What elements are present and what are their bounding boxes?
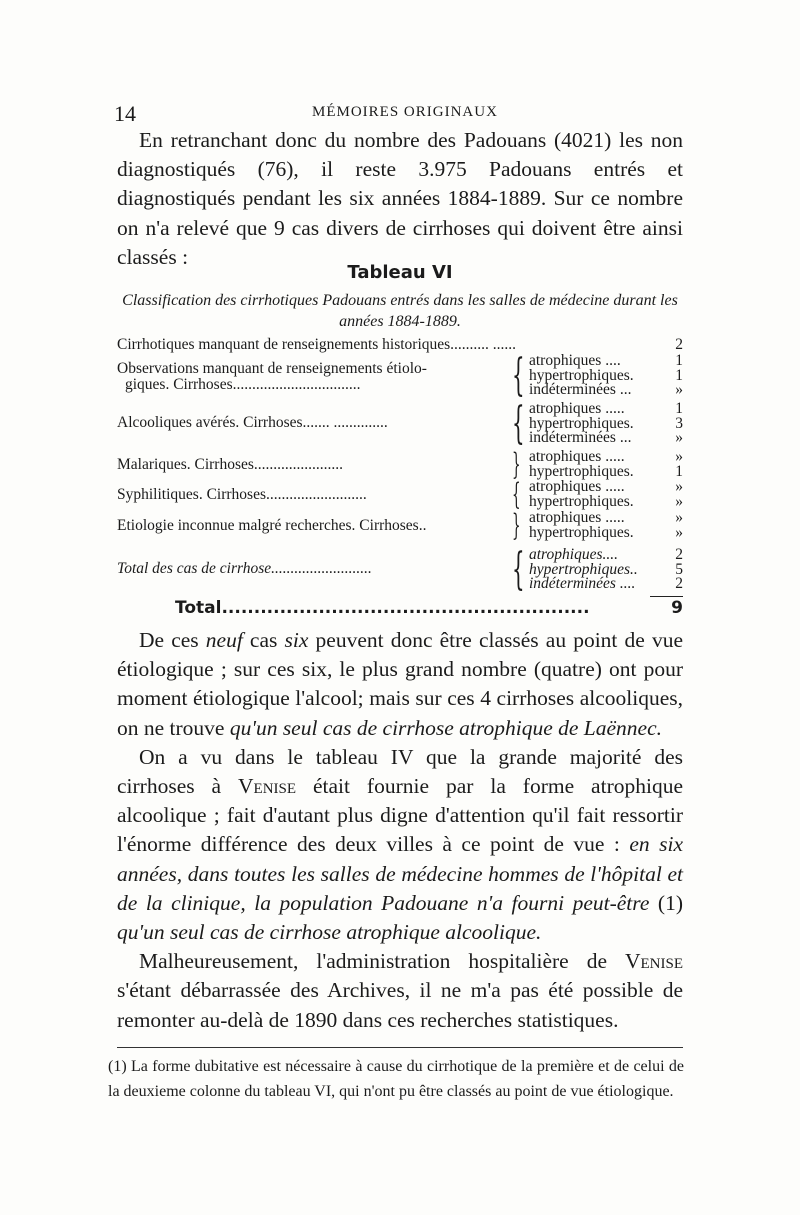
- sub-label: hypertrophiques.: [529, 492, 634, 510]
- text-run-italic: neuf: [205, 628, 243, 652]
- row-label: Syphilitiques. Cirrhoses..........................: [117, 486, 367, 503]
- classification-table: [117, 336, 683, 596]
- paragraph-text: En retranchant donc du nombre des Padouans (4021) les non diagnostiqués (76), il reste 3.975 Padouans entrés et diagnostiqués pendant les six années 1884-1889. Sur ce nombre on n'a relevé que 9 cas divers de cirrhoses qui doivent être ainsi classés :: [117, 128, 683, 269]
- row-label: Cirrhotiques manquant de renseignements historiques.......... ......: [117, 336, 517, 353]
- sub-label: hypertrophiques.: [529, 462, 634, 480]
- brace: {: [512, 398, 525, 449]
- brace: }: [512, 447, 521, 482]
- sub-value: 1: [675, 400, 683, 417]
- total-label: Total.........................................................: [175, 598, 590, 618]
- total-row: [175, 598, 683, 618]
- text-run-italic: six: [284, 628, 309, 652]
- body-text: [117, 626, 683, 1035]
- sub-value: 5: [675, 560, 683, 578]
- sub-value: »: [675, 429, 683, 446]
- sub-value: »: [675, 509, 683, 526]
- table-caption: Classification des cirrhotiques Padouans entrés dans les salles de médecine durant les années 1884-1889.: [122, 292, 678, 330]
- row-label: Etiologie inconnue malgré recherches. Cirrhoses..: [117, 517, 427, 534]
- sub-label: atrophiques .....: [529, 509, 625, 526]
- text-run: s'étant débarrassée des Archives, il ne m'a pas été possible de remonter au-delà de 1890 dans ces recherches statistiques.: [117, 978, 683, 1032]
- text-run: Malheureusement, l'administration hospitalière de: [139, 949, 625, 974]
- sub-label: atrophiques ....: [529, 352, 621, 369]
- sub-value: 1: [675, 352, 683, 369]
- sub-label: hypertrophiques.: [529, 414, 634, 432]
- brace: {: [512, 477, 521, 512]
- text-run: était fournie par la forme atrophique alcoolique ; fait d'autant plus digne d'attention qu'il fait ressortir l'énorme différence des deux villes à ce point de vue :: [117, 774, 684, 857]
- brace: {: [512, 544, 525, 595]
- paragraph-archives: [117, 947, 683, 1035]
- sub-label: atrophiques .....: [529, 400, 625, 417]
- running-head: MÉMOIRES ORIGINAUX: [312, 104, 498, 120]
- paragraph-venise: [117, 743, 683, 947]
- total-value: 9: [671, 598, 683, 618]
- total-rule: [650, 596, 683, 597]
- row-value: 2: [675, 336, 683, 353]
- text-run: peuvent donc être classés au point de vue étiologique ; sur ces six, le plus grand nombre (quatre) ont pour moment étiologique l'alcool; mais sur ces 4 cirrhoses alcooliques, on ne trouve: [117, 628, 683, 740]
- sub-label: atrophiques....: [529, 546, 618, 563]
- sub-value: »: [675, 478, 683, 495]
- text-run: De ces: [139, 628, 206, 652]
- paragraph-intro: [117, 126, 683, 272]
- row-label-continued: giques. Cirrhoses.................................: [125, 376, 361, 393]
- sub-label: atrophiques .....: [529, 478, 625, 495]
- sub-value: »: [675, 523, 683, 541]
- footnote-ref: (1): [649, 890, 683, 915]
- text-run-smallcaps: Venise: [624, 949, 683, 974]
- text-run-italic: en six années, dans toutes les salles de médecine hommes de l'hôpital et de la clinique, la population Padouane n'a fourni peut-être: [117, 832, 684, 915]
- sub-value: 2: [675, 546, 683, 563]
- footnote: (1) La forme dubitative est nécessaire à cause du cirrhotique de la première et de celui de la deuxieme colonne du tableau VI, qui n'ont pu être classés au point de vue étiologique.: [108, 1058, 684, 1100]
- sub-label: indéterminées ...: [529, 429, 632, 446]
- text-run: On a vu dans le tableau IV que la grande majorité des cirrhoses à: [117, 744, 683, 799]
- sub-value: 2: [675, 575, 683, 592]
- sub-value: »: [675, 492, 683, 510]
- sub-label: hypertrophiques..: [529, 560, 638, 578]
- row-label: Malariques. Cirrhoses.......................: [117, 456, 344, 473]
- row-label: Observations manquant de renseignements étiolo-: [117, 360, 427, 377]
- text-run-italic: qu'un seul cas de cirrhose atrophique alcoolique.: [117, 920, 542, 945]
- row-label: Alcooliques avérés. Cirrhoses....... ..............: [117, 414, 388, 431]
- row-label: Total des cas de cirrhose..........................: [117, 560, 372, 577]
- sub-value: 3: [675, 414, 683, 432]
- sub-label: atrophiques .....: [529, 448, 625, 465]
- text-run-italic: qu'un seul cas de cirrhose atrophique de Laënnec.: [229, 715, 662, 740]
- sub-label: hypertrophiques.: [529, 366, 634, 384]
- sub-label: indéterminées ...: [529, 381, 632, 398]
- page-number: 14: [114, 101, 136, 126]
- sub-value: 1: [675, 366, 683, 384]
- sub-label: hypertrophiques.: [529, 523, 634, 541]
- sub-value: »: [675, 381, 683, 398]
- text-run-smallcaps: Venise: [238, 774, 297, 799]
- footnote-rule: [117, 1047, 683, 1048]
- sub-value: 1: [675, 462, 683, 480]
- brace: {: [512, 350, 525, 401]
- paragraph-analysis: [117, 626, 683, 743]
- sub-label: indéterminées ....: [529, 575, 636, 592]
- sub-value: »: [675, 448, 683, 465]
- text-run: cas: [242, 628, 285, 652]
- table-title: Tableau VI: [347, 262, 453, 283]
- brace: }: [512, 508, 521, 543]
